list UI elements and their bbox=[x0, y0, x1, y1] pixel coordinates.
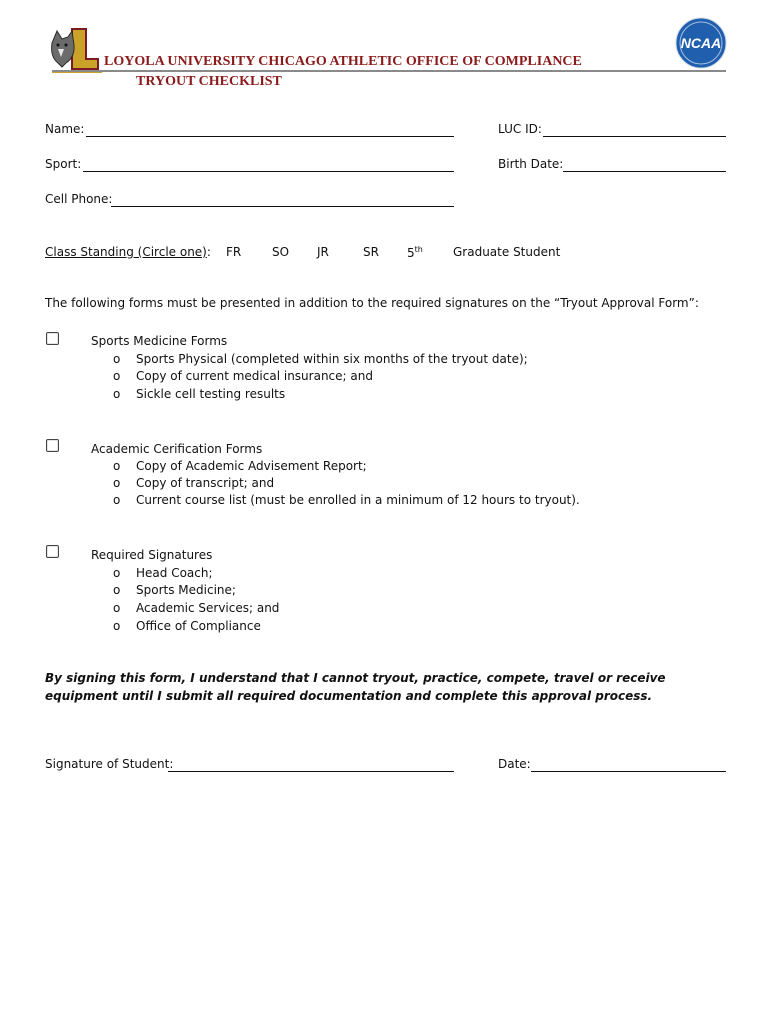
forms-intro: The following forms must be presented in addition to the required signatures on the “Tryout Approval Form”: bbox=[45, 296, 699, 310]
list-item: Sports Medicine; bbox=[136, 583, 236, 597]
bullet-marker: o bbox=[113, 583, 121, 597]
name-label: Name: bbox=[45, 122, 85, 136]
bullet-marker: o bbox=[113, 352, 121, 366]
list-item: Sports Physical (completed within six months of the tryout date); bbox=[136, 352, 528, 366]
list-item: Head Coach; bbox=[136, 566, 213, 580]
declaration-text: By signing this form, I understand that I cannot tryout, practice, compete, travel or receive equipment until I submit all required documentation and complete this approval process. bbox=[45, 671, 666, 703]
section-title-sports-medicine: Sports Medicine Forms bbox=[91, 334, 228, 348]
birthdate-field[interactable] bbox=[563, 171, 726, 172]
list-item: Copy of transcript; and bbox=[136, 476, 275, 490]
sport-label: Sport: bbox=[45, 157, 82, 171]
bullet-marker: o bbox=[113, 619, 121, 633]
list-item: Current course list (must be enrolled in a minimum of 12 hours to tryout). bbox=[136, 493, 580, 507]
date-label: Date: bbox=[498, 757, 531, 771]
sports-medicine-checkbox[interactable] bbox=[46, 332, 59, 345]
lucid-label: LUC ID: bbox=[498, 122, 542, 136]
class-option-jr[interactable]: JR bbox=[317, 245, 329, 259]
header-title: LOYOLA UNIVERSITY CHICAGO ATHLETIC OFFICE OF COMPLIANCE bbox=[104, 54, 582, 69]
ncaa-logo-text: NCAA bbox=[680, 35, 722, 51]
bullet-marker: o bbox=[113, 369, 121, 383]
bullet-marker: o bbox=[113, 566, 121, 580]
section-title-academic: Academic Cerification Forms bbox=[91, 442, 263, 456]
list-item: Sickle cell testing results bbox=[136, 387, 286, 401]
date-field[interactable] bbox=[531, 771, 726, 772]
section-title-signatures: Required Signatures bbox=[91, 548, 213, 562]
birthdate-label: Birth Date: bbox=[498, 157, 564, 171]
cellphone-label: Cell Phone: bbox=[45, 192, 113, 206]
header-subtitle: TRYOUT CHECKLIST bbox=[136, 74, 282, 89]
list-item: Office of Compliance bbox=[136, 619, 261, 633]
class-option-fr[interactable]: FR bbox=[226, 245, 242, 259]
lucid-field[interactable] bbox=[543, 136, 726, 137]
list-item: Copy of Academic Advisement Report; bbox=[136, 459, 367, 473]
bullet-marker: o bbox=[113, 459, 121, 473]
class-option-sr[interactable]: SR bbox=[363, 245, 379, 259]
list-item: Copy of current medical insurance; and bbox=[136, 369, 373, 383]
bullet-marker: o bbox=[113, 476, 121, 490]
bullet-marker: o bbox=[113, 601, 121, 615]
loyola-logo bbox=[48, 27, 100, 71]
cellphone-field[interactable] bbox=[111, 206, 454, 207]
required-signatures-checkbox[interactable] bbox=[46, 545, 59, 558]
student-signature-field[interactable] bbox=[168, 771, 454, 772]
bullet-marker: o bbox=[113, 387, 121, 401]
class-option-so[interactable]: SO bbox=[272, 245, 290, 259]
class-option-5th[interactable]: 5th bbox=[407, 245, 423, 260]
header-divider bbox=[52, 70, 726, 72]
class-option-graduate[interactable]: Graduate Student bbox=[453, 245, 561, 259]
sport-field[interactable] bbox=[83, 171, 454, 172]
ncaa-logo bbox=[675, 17, 727, 69]
academic-certification-checkbox[interactable] bbox=[46, 439, 59, 452]
class-standing-label: Class Standing (Circle one): bbox=[45, 245, 211, 259]
name-field[interactable] bbox=[86, 136, 454, 137]
bullet-marker: o bbox=[113, 493, 121, 507]
list-item: Academic Services; and bbox=[136, 601, 280, 615]
header-divider-accent bbox=[52, 72, 102, 73]
student-signature-label: Signature of Student: bbox=[45, 757, 174, 771]
